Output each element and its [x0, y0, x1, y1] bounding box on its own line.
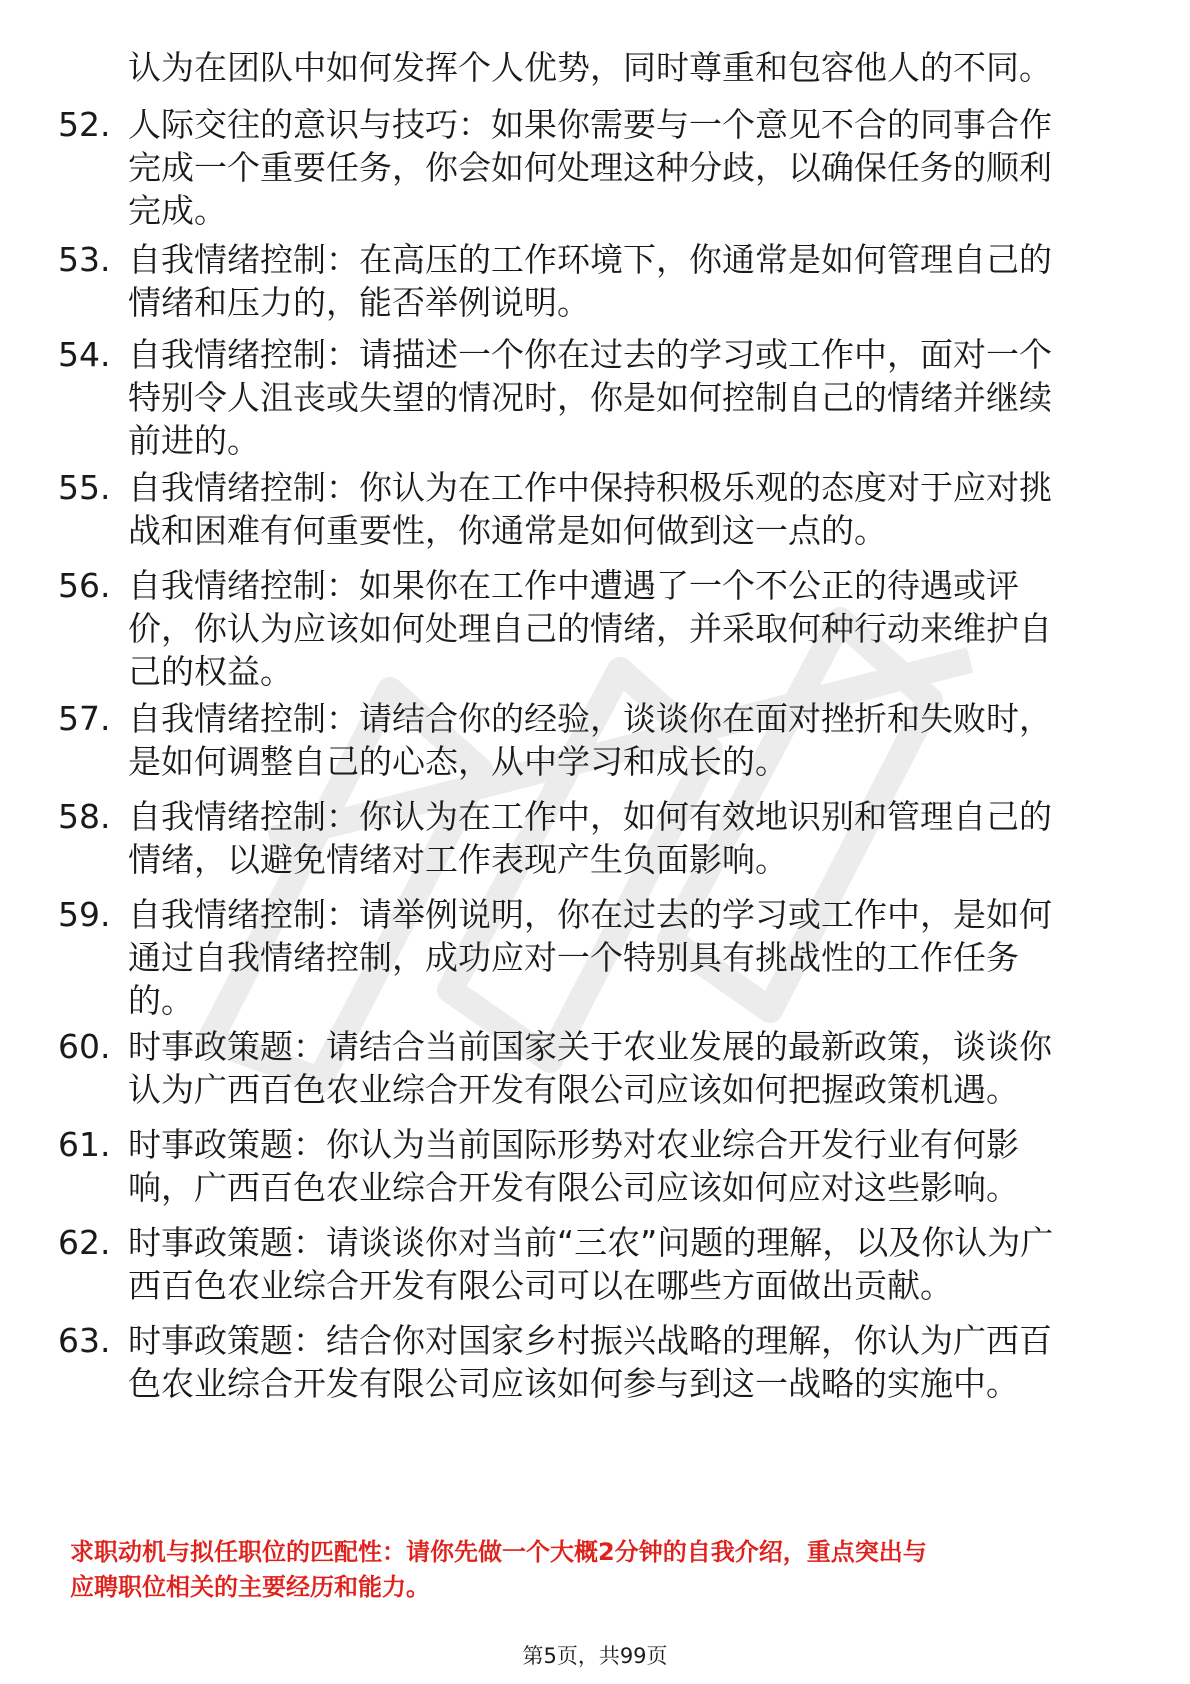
question-line: 自我情绪控制：如果你在工作中遭遇了一个不公正的待遇或评 — [128, 566, 1019, 605]
question-text — [128, 564, 1118, 693]
question-text — [128, 333, 1118, 462]
question-text — [128, 1025, 1118, 1111]
question-line: 价，你认为应该如何处理自己的情绪，并采取何种行动来维护自 — [128, 609, 1052, 648]
question-line: 自我情绪控制：你认为在工作中保持积极乐观的态度对于应对挑 — [128, 468, 1052, 507]
question-number: 60. — [58, 1027, 111, 1066]
highlight-line: 应聘职位相关的主要经历和能力。 — [70, 1573, 430, 1601]
question-number: 59. — [58, 895, 111, 934]
question-text — [128, 697, 1118, 783]
question-line: 自我情绪控制：在高压的工作环境下，你通常是如何管理自己的 — [128, 240, 1052, 279]
question-line: 前进的。 — [128, 421, 260, 460]
question-text — [128, 795, 1118, 881]
question-line: 自我情绪控制：请结合你的经验，谈谈你在面对挫折和失败时， — [128, 699, 1052, 738]
question-line: 西百色农业综合开发有限公司可以在哪些方面做出贡献。 — [128, 1266, 953, 1305]
question-number: 61. — [58, 1125, 111, 1164]
question-number: 56. — [58, 566, 111, 605]
question-number: 58. — [58, 797, 111, 836]
question-text — [128, 466, 1118, 552]
question-line: 响，广西百色农业综合开发有限公司应该如何应对这些影响。 — [128, 1168, 1019, 1207]
question-text — [128, 103, 1118, 232]
highlight-question — [70, 1535, 1130, 1605]
question-number: 57. — [58, 699, 111, 738]
question-number: 63. — [58, 1321, 111, 1360]
highlight-line: 求职动机与拟任职位的匹配性：请你先做一个大概2分钟的自我介绍，重点突出与 — [70, 1538, 927, 1566]
question-line: 时事政策题：请结合当前国家关于农业发展的最新政策，谈谈你 — [128, 1027, 1052, 1066]
question-line: 人际交往的意识与技巧：如果你需要与一个意见不合的同事合作 — [128, 105, 1052, 144]
page-footer: 第5页，共99页 — [522, 1644, 668, 1668]
question-line: 己的权益。 — [128, 652, 293, 691]
question-line: 认为广西百色农业综合开发有限公司应该如何把握政策机遇。 — [128, 1070, 1019, 1109]
question-line: 自我情绪控制：请描述一个你在过去的学习或工作中，面对一个 — [128, 335, 1052, 374]
question-line: 时事政策题：你认为当前国际形势对农业综合开发行业有何影 — [128, 1125, 1019, 1164]
question-line: 色农业综合开发有限公司应该如何参与到这一战略的实施中。 — [128, 1364, 1019, 1403]
question-number: 53. — [58, 240, 111, 279]
question-number: 55. — [58, 468, 111, 507]
question-text — [128, 1319, 1118, 1405]
question-line: 战和困难有何重要性，你通常是如何做到这一点的。 — [128, 511, 887, 550]
continuation-line: 认为在团队中如何发挥个人优势，同时尊重和包容他人的不同。 — [128, 48, 1052, 87]
question-line: 情绪，以避免情绪对工作表现产生负面影响。 — [128, 840, 788, 879]
question-line: 时事政策题：结合你对国家乡村振兴战略的理解，你认为广西百 — [128, 1321, 1052, 1360]
question-line: 的。 — [128, 981, 194, 1020]
question-line: 特别令人沮丧或失望的情况时，你是如何控制自己的情绪并继续 — [128, 378, 1052, 417]
question-line: 完成。 — [128, 191, 227, 230]
question-text — [128, 238, 1118, 324]
question-line: 情绪和压力的，能否举例说明。 — [128, 283, 590, 322]
question-text — [128, 893, 1118, 1022]
question-number: 52. — [58, 105, 111, 144]
question-number: 62. — [58, 1223, 111, 1262]
question-text — [128, 1221, 1118, 1307]
question-text — [128, 1123, 1118, 1209]
question-line: 自我情绪控制：请举例说明，你在过去的学习或工作中，是如何 — [128, 895, 1052, 934]
question-line: 完成一个重要任务，你会如何处理这种分歧，以确保任务的顺利 — [128, 148, 1052, 187]
question-number: 54. — [58, 335, 111, 374]
question-line: 通过自我情绪控制，成功应对一个特别具有挑战性的工作任务 — [128, 938, 1019, 977]
question-line: 自我情绪控制：你认为在工作中，如何有效地识别和管理自己的 — [128, 797, 1052, 836]
question-line: 是如何调整自己的心态，从中学习和成长的。 — [128, 742, 788, 781]
question-line: 时事政策题：请谈谈你对当前“三农”问题的理解，以及你认为广 — [128, 1223, 1054, 1262]
